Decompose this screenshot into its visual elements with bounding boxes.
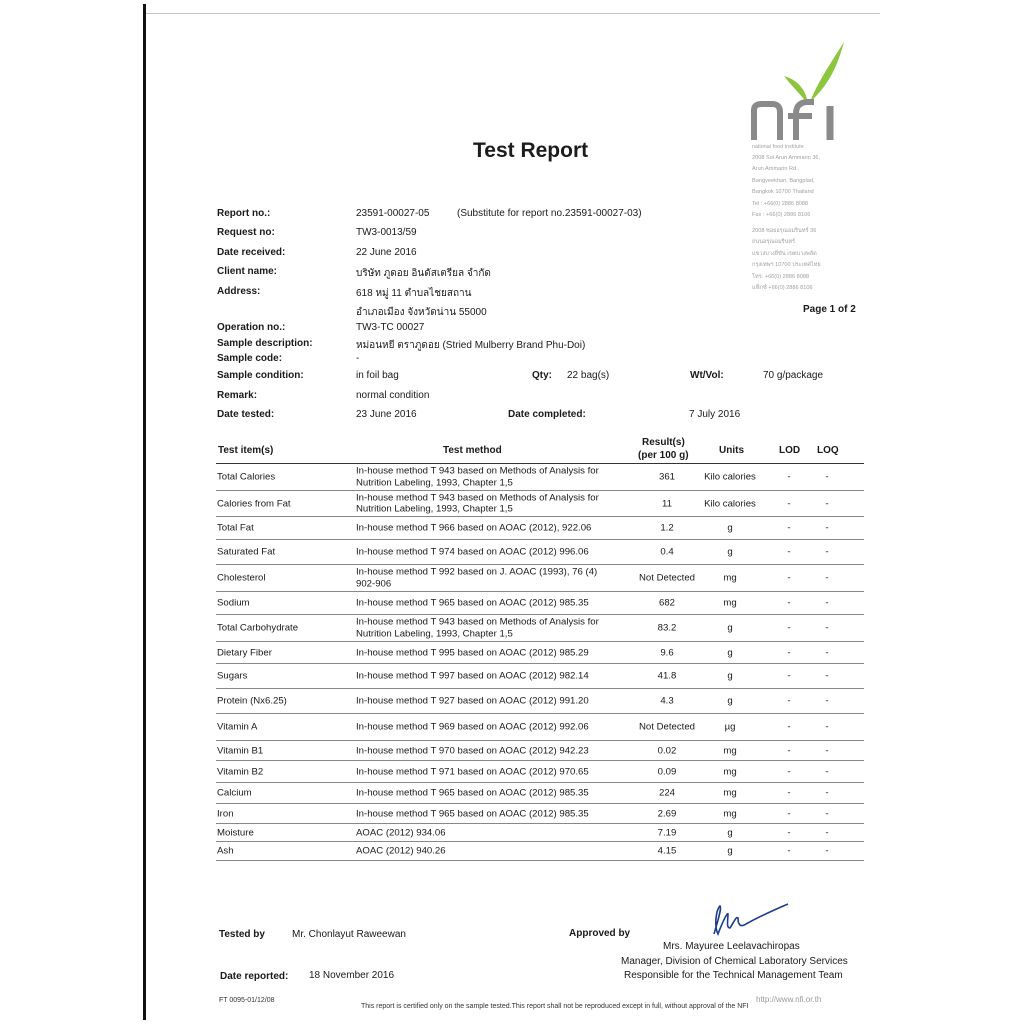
cell-loq: -: [825, 845, 829, 857]
cell-item: Cholesterol: [217, 572, 266, 584]
header-lod: LOD: [779, 445, 801, 456]
table-row: [216, 714, 864, 741]
qty-label: Qty:: [532, 370, 552, 381]
cell-units: g: [727, 695, 733, 707]
date-reported: 18 November 2016: [309, 970, 395, 981]
cell-units: mg: [723, 597, 737, 609]
cell-item: Protein (Nx6.25): [217, 695, 287, 707]
cell-units: g: [727, 522, 733, 534]
date-tested-label: Date tested:: [217, 409, 275, 420]
date-reported-label: Date reported:: [220, 971, 289, 982]
cell-item: Ash: [217, 845, 234, 857]
cell-result: 0.02: [657, 745, 677, 756]
cell-loq: -: [825, 670, 829, 682]
table-row: [216, 592, 864, 615]
cell-lod: -: [787, 670, 791, 682]
table-row: [216, 842, 864, 861]
cell-loq: -: [825, 471, 829, 483]
table-row: [216, 642, 864, 664]
cell-method: In-house method T 997 based on AOAC (2012) 982.14: [356, 670, 589, 682]
cell-loq: -: [825, 498, 829, 509]
cell-result: Not Detected: [639, 572, 695, 584]
cell-units: mg: [723, 572, 737, 584]
report-no-label: Report no.:: [217, 208, 271, 219]
cell-result: 7.19: [657, 827, 677, 838]
cell-method: In-house method T 970 based on AOAC (2012) 942.23: [356, 744, 589, 756]
table-row: [216, 804, 864, 824]
table-row: [216, 540, 864, 565]
cell-loq: -: [825, 622, 829, 634]
cell-lod: -: [787, 546, 791, 558]
cell-loq: -: [825, 647, 829, 658]
address-line-1: 618 หมู่ 11 ตำบลไชยสถาน: [356, 288, 472, 299]
wtvol-label: Wt/Vol:: [690, 370, 724, 381]
header-units: Units: [719, 445, 744, 456]
cell-method: In-house method T 943 based on Methods of Analysis for Nutrition Labeling, 1993, Chapter 1,5: [356, 492, 599, 515]
remark-label: Remark:: [217, 390, 258, 401]
date-received-label: Date received:: [217, 247, 286, 258]
cell-units: g: [727, 647, 733, 658]
sample-description: หม่อนหยี ตราภูดอย (Stried Mulberry Brand Phu-Doi): [356, 340, 586, 351]
qty: 22 bag(s): [567, 370, 610, 381]
cell-lod: -: [787, 597, 791, 609]
remark: normal condition: [356, 390, 430, 401]
table-row: [216, 741, 864, 761]
cell-item: Moisture: [217, 827, 254, 838]
cell-loq: -: [825, 808, 829, 819]
header-item: Test item(s): [218, 445, 274, 456]
cell-lod: -: [787, 845, 791, 857]
cell-result: Not Detected: [639, 721, 695, 733]
cell-lod: -: [787, 827, 791, 838]
date-completed: 7 July 2016: [689, 409, 741, 420]
sample-condition: in foil bag: [356, 370, 399, 381]
cell-units: g: [727, 546, 733, 558]
cell-method: In-house method T 969 based on AOAC (2012) 992.06: [356, 721, 589, 733]
table-row: [216, 565, 864, 592]
cell-method: In-house method T 965 based on AOAC (2012) 985.35: [356, 597, 589, 609]
logo-tagline: national food institute: [752, 144, 804, 150]
cell-result: 682: [658, 597, 675, 609]
cell-units: g: [727, 622, 733, 634]
cell-item: Total Calories: [217, 471, 276, 483]
cell-item: Total Fat: [217, 522, 254, 534]
cell-loq: -: [825, 572, 829, 584]
date-received: 22 June 2016: [356, 247, 417, 258]
cell-item: Vitamin B1: [217, 745, 264, 756]
cell-result: 2.69: [657, 808, 677, 819]
cell-lod: -: [787, 622, 791, 634]
approver-title-2: Responsible for the Technical Management Team: [624, 970, 843, 981]
cell-result: 224: [658, 787, 675, 799]
cell-loq: -: [825, 597, 829, 609]
tested-by: Mr. Chonlayut Raweewan: [292, 929, 406, 940]
cell-lod: -: [787, 695, 791, 707]
operation-no-label: Operation no.:: [217, 322, 286, 333]
cell-method: In-house method T 927 based on AOAC (2012) 991.20: [356, 695, 589, 707]
cell-method: In-house method T 965 based on AOAC (2012) 985.35: [356, 807, 589, 819]
scan-edge: [143, 4, 146, 1020]
table-row: [216, 615, 864, 642]
table-row: [216, 491, 864, 517]
cell-item: Dietary Fiber: [217, 647, 272, 658]
table-row: [216, 664, 864, 689]
substitute-note: (Substitute for report no.23591-00027-03): [457, 208, 642, 219]
cell-result: 83.2: [657, 622, 677, 634]
approver-name: Mrs. Mayuree Leelavachiropas: [663, 941, 800, 952]
cell-result: 9.6: [660, 647, 674, 658]
cell-item: Sodium: [217, 597, 250, 609]
cell-result: 0.09: [657, 766, 677, 777]
cell-units: mg: [723, 808, 737, 819]
client-name-label: Client name:: [217, 266, 278, 277]
cell-loq: -: [825, 766, 829, 777]
cell-lod: -: [787, 721, 791, 733]
cell-item: Saturated Fat: [217, 546, 276, 558]
header-result-sub: (per 100 g): [638, 450, 689, 461]
cell-units: Kilo calories: [704, 471, 756, 483]
cell-units: µg: [724, 721, 736, 733]
address-line-2: อำเภอเมือง จังหวัดน่าน 55000: [356, 307, 487, 318]
tested-by-label: Tested by: [219, 929, 265, 940]
cell-method: In-house method T 966 based on AOAC (2012), 922.06: [356, 522, 592, 534]
cell-method: In-house method T 943 based on Methods of Analysis for Nutrition Labeling, 1993, Chapter 1,5: [356, 465, 599, 488]
cell-method: In-house method T 965 based on AOAC (2012) 985.35: [356, 787, 589, 799]
cell-result: 361: [658, 471, 675, 483]
cell-units: Kilo calories: [704, 498, 756, 509]
cell-lod: -: [787, 522, 791, 534]
cell-lod: -: [787, 808, 791, 819]
approved-by-label: Approved by: [569, 928, 631, 939]
cell-item: Iron: [217, 808, 234, 819]
cell-method: AOAC (2012) 934.06: [356, 826, 446, 838]
sample-description-label: Sample description:: [217, 338, 313, 349]
form-code: FT 0095-01/12/08: [219, 997, 275, 1004]
sample-code-label: Sample code:: [217, 353, 283, 364]
date-completed-label: Date completed:: [508, 409, 586, 420]
footnote: This report is certified only on the sample tested.This report shall not be reproduced except in full, without approval of the NFI: [361, 1003, 749, 1010]
cell-units: mg: [723, 745, 737, 756]
cell-loq: -: [825, 721, 829, 733]
nfi-address-th: 2008 ซอยอรุณอมรินทร์ 36 ถนนอรุณอมรินทร์ แขวงบางยี่ขัน เขตบางพลัด กรุงเทพฯ 10700 ประเทศไทย โทร. +66(0) 2886 8088 แฟ็กซ์ +66(0) 2886 8106: [752, 228, 821, 292]
cell-item: Calcium: [217, 787, 252, 799]
table-row: [216, 517, 864, 540]
cell-result: 11: [662, 498, 672, 509]
request-no-label: Request no:: [217, 227, 275, 238]
table-row: [216, 824, 864, 842]
table-header: [216, 436, 864, 464]
nfi-url: http://www.nfi.or.th: [756, 995, 822, 1004]
cell-loq: -: [825, 827, 829, 838]
cell-lod: -: [787, 498, 791, 509]
cell-loq: -: [825, 745, 829, 756]
cell-units: g: [727, 670, 733, 682]
table-row: [216, 689, 864, 714]
sample-code: -: [356, 353, 360, 364]
table-body: [216, 464, 864, 861]
header-loq: LOQ: [817, 445, 839, 456]
cell-result: 1.2: [660, 522, 674, 534]
table-row: [216, 761, 864, 783]
cell-units: g: [727, 827, 733, 838]
nfi-address-en: 2008 Soi Arun Ammarin 36, Arun Ammarin Rd., Bangyeekhan, Bangplad, Bangkok 10700 Thailand Tel : +66(0) 2886 8088 Fax : +66(0) 2886 8106: [752, 155, 821, 219]
report-no: 23591-00027-05: [356, 208, 430, 219]
header-result: Result(s): [642, 437, 685, 448]
address-label: Address:: [217, 286, 261, 297]
cell-units: mg: [723, 766, 737, 777]
cell-result: 0.4: [660, 546, 674, 558]
client-name: บริษัท ภูดอย อินดัสเตรียล จำกัด: [356, 268, 491, 279]
approver-title-1: Manager, Division of Chemical Laboratory Services: [621, 956, 848, 967]
results-table: [216, 436, 864, 861]
operation-no: TW3-TC 00027: [356, 322, 425, 333]
cell-loq: -: [825, 787, 829, 799]
page-number: Page 1 of 2: [803, 304, 856, 315]
cell-item: Calories from Fat: [217, 498, 291, 509]
scan-edge-top: [146, 13, 880, 14]
cell-loq: -: [825, 522, 829, 534]
date-tested: 23 June 2016: [356, 409, 417, 420]
signature: [704, 898, 792, 942]
cell-item: Vitamin A: [217, 721, 258, 733]
header-method: Test method: [443, 445, 502, 456]
cell-lod: -: [787, 766, 791, 777]
table-row: [216, 464, 864, 491]
cell-method: In-house method T 974 based on AOAC (2012) 996.06: [356, 546, 589, 558]
cell-item: Total Carbohydrate: [217, 622, 299, 634]
cell-method: In-house method T 971 based on AOAC (2012) 970.65: [356, 765, 589, 777]
sample-condition-label: Sample condition:: [217, 370, 304, 381]
cell-lod: -: [787, 787, 791, 799]
cell-method: AOAC (2012) 940.26: [356, 845, 446, 857]
cell-item: Vitamin B2: [217, 766, 264, 777]
cell-method: In-house method T 943 based on Methods of Analysis for Nutrition Labeling, 1993, Chapter 1,5: [356, 616, 599, 639]
wtvol: 70 g/package: [763, 370, 824, 381]
cell-item: Sugars: [217, 670, 248, 682]
cell-lod: -: [787, 572, 791, 584]
cell-lod: -: [787, 647, 791, 658]
nfi-logo: [750, 40, 850, 140]
cell-result: 4.3: [660, 695, 674, 707]
cell-units: mg: [723, 787, 737, 799]
cell-loq: -: [825, 695, 829, 707]
request-no: TW3-0013/59: [356, 227, 417, 238]
cell-method: In-house method T 992 based on J. AOAC (1993), 76 (4) 902-906: [356, 566, 598, 589]
page-title: Test Report: [473, 139, 589, 162]
cell-lod: -: [787, 745, 791, 756]
cell-loq: -: [825, 546, 829, 558]
cell-result: 4.15: [657, 845, 677, 857]
cell-units: g: [727, 845, 733, 857]
cell-lod: -: [787, 471, 791, 483]
cell-result: 41.8: [657, 670, 677, 682]
table-row: [216, 783, 864, 804]
cell-method: In-house method T 995 based on AOAC (2012) 985.29: [356, 646, 589, 658]
